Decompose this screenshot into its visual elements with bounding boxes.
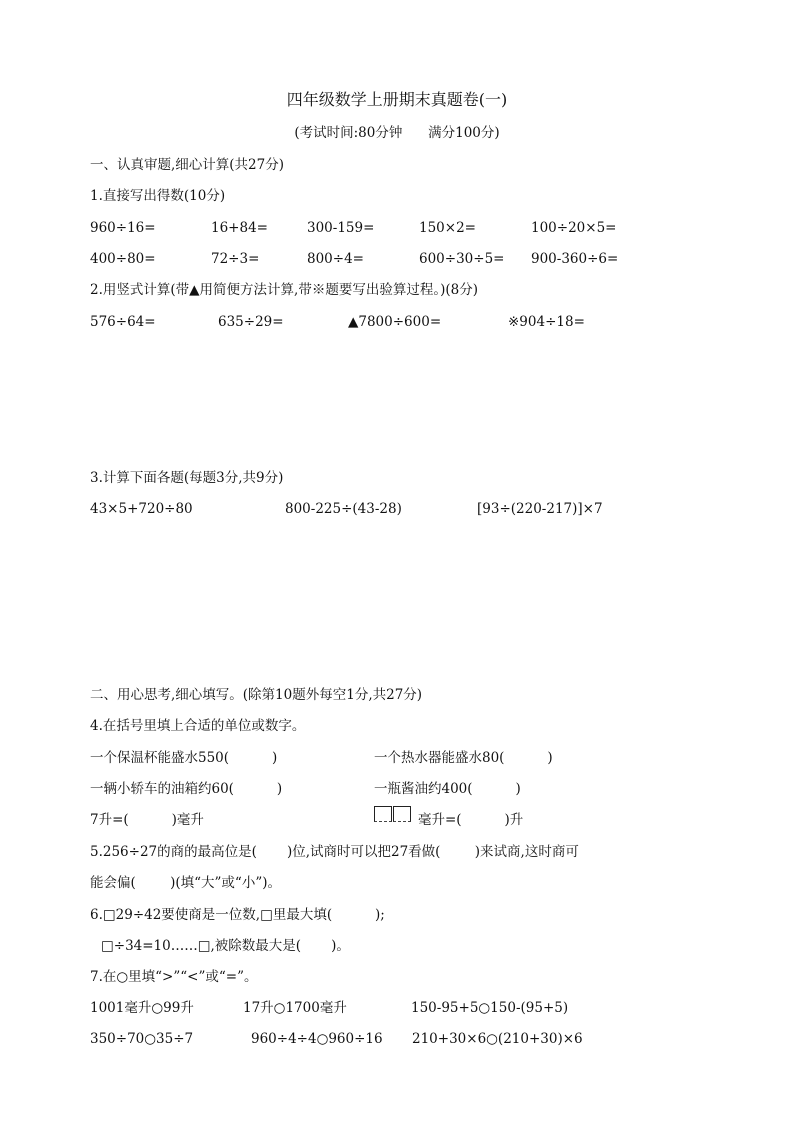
q2-item: 635÷29= xyxy=(218,314,284,330)
q4-item: 毫升=( )升 xyxy=(418,812,524,828)
q1-item: 100÷20×5= xyxy=(531,220,617,236)
q1-item: 150×2= xyxy=(419,220,476,236)
question-7-heading: 7.在○里填“>”“<”或“=”。 xyxy=(90,969,258,985)
q7-item: 960÷4÷4○960÷16 xyxy=(251,1031,383,1047)
q2-item: 576÷64= xyxy=(90,314,156,330)
q4-item: 一瓶酱油约400( ) xyxy=(374,781,521,797)
q1-item: 16+84= xyxy=(211,220,268,236)
q1-item: 960÷16= xyxy=(90,220,156,236)
q1-item: 300-159= xyxy=(307,220,375,236)
q4-item: 一个热水器能盛水80( ) xyxy=(374,750,553,766)
q7-item: 17升○1700毫升 xyxy=(243,1000,347,1016)
q7-item: 350÷70○35÷7 xyxy=(90,1031,194,1047)
question-5-line: 5.256÷27的商的最高位是( )位,试商时可以把27看做( )来试商,这时商可 xyxy=(90,844,579,860)
q1-item: 72÷3= xyxy=(211,251,260,267)
page-title: 四年级数学上册期末真题卷(一) xyxy=(286,90,508,109)
q7-item: 210+30×6○(210+30)×6 xyxy=(412,1031,583,1047)
q1-item: 900-360÷6= xyxy=(531,251,619,267)
q1-item: 400÷80= xyxy=(90,251,156,267)
q7-item: 150-95+5○150-(95+5) xyxy=(411,1000,569,1016)
q3-item: 43×5+720÷80 xyxy=(90,501,193,517)
question-3-heading: 3.计算下面各题(每题3分,共9分) xyxy=(90,470,284,486)
section-2-heading: 二、用心思考,细心填写。(除第10题外每空1分,共27分) xyxy=(90,687,423,703)
q3-item: 800-225÷(43-28) xyxy=(285,501,402,517)
question-6-line: 6.□29÷42要使商是一位数,□里最大填( ); xyxy=(90,907,385,923)
q3-item: [93÷(220-217)]×7 xyxy=(477,501,603,517)
question-4-heading: 4.在括号里填上合适的单位或数字。 xyxy=(90,718,306,734)
section-1-heading: 一、认真审题,细心计算(共27分) xyxy=(90,157,285,173)
q4-item: 7升=( )毫升 xyxy=(90,812,204,828)
q4-item: 一辆小轿车的油箱约60( ) xyxy=(90,781,283,797)
q2-item: ※904÷18= xyxy=(508,314,585,330)
q1-item: 600÷30÷5= xyxy=(419,251,505,267)
q1-item: 800÷4= xyxy=(307,251,364,267)
question-1-heading: 1.直接写出得数(10分) xyxy=(90,188,226,204)
question-5-line: 能会偏( )(填“大”或“小”)。 xyxy=(90,875,282,891)
question-6-line: □÷34=10……□,被除数最大是( )。 xyxy=(101,938,350,954)
q7-item: 1001毫升○99升 xyxy=(90,1000,194,1016)
q2-item: ▲7800÷600= xyxy=(348,314,442,330)
question-2-heading: 2.用竖式计算(带▲用简便方法计算,带※题要写出验算过程。)(8分) xyxy=(90,282,478,298)
digit-boxes xyxy=(374,806,412,822)
exam-info: (考试时间:80分钟 满分100分) xyxy=(294,125,500,141)
q4-item: 一个保温杯能盛水550( ) xyxy=(90,750,278,766)
